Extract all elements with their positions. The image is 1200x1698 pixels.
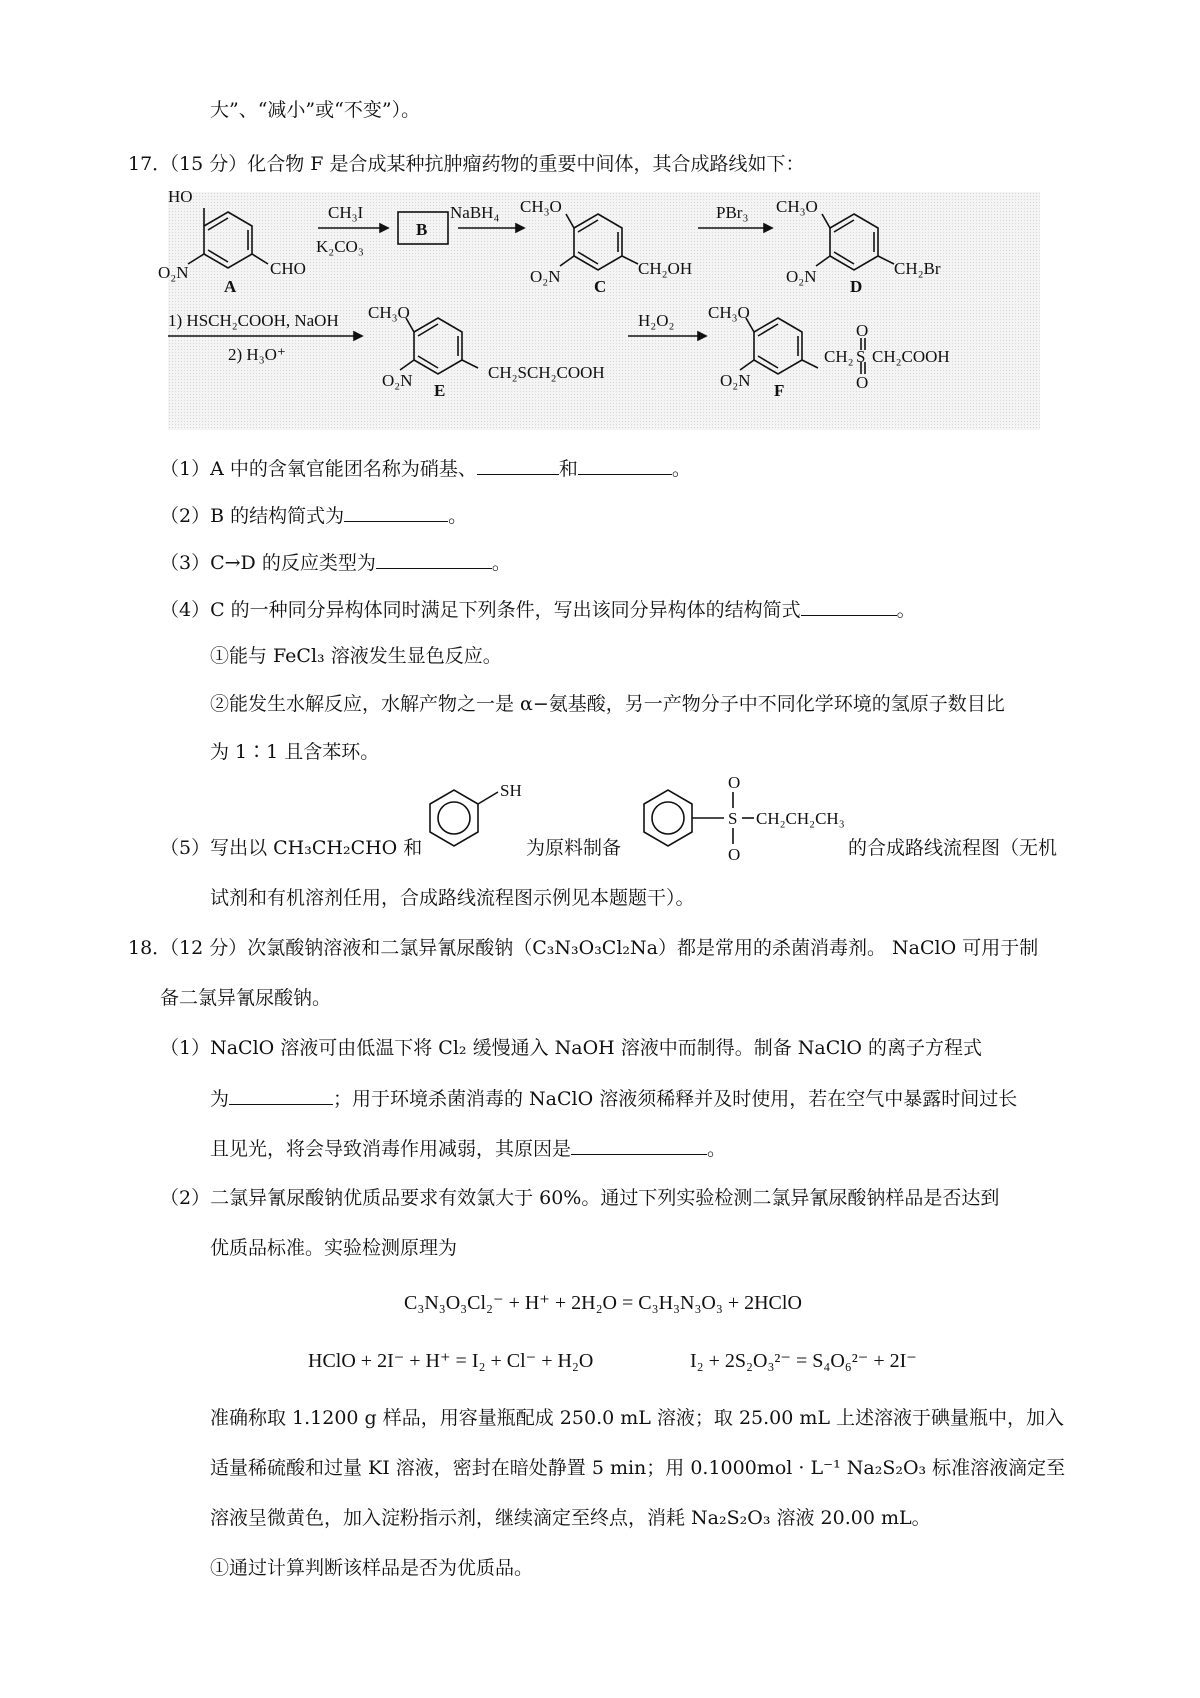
answer-blank-3[interactable]	[376, 550, 492, 569]
equation-3: I₂ + 2S₂O₃²⁻ = S₄O₆²⁻ + 2I⁻	[690, 1350, 917, 1372]
q17-part4	[160, 597, 916, 622]
q18-part2-d: 适量稀硫酸和过量 KI 溶液，密封在暗处静置 5 min；用 0.1000mol · L⁻¹ Na₂S₂O₃ 标准溶液滴定至	[210, 1457, 1066, 1479]
d-ch3o: CH₃O	[776, 197, 818, 216]
answer-blank-4[interactable]	[801, 597, 897, 616]
q17-intro: （15 分）化合物 F 是合成某种抗肿瘤药物的重要中间体，其合成路线如下：	[160, 153, 805, 175]
q17-part3-text: （3）C→D 的反应类型为	[160, 552, 376, 574]
sulfone-o-top: O	[728, 773, 741, 792]
q17-condition-2a: ②能发生水解反应，水解产物之一是 α−氨基酸，另一产物分子中不同化学环境的氢原子数目比	[210, 693, 1005, 715]
q18-part1-b	[210, 1086, 1017, 1111]
step3-top: PBr₃	[716, 203, 749, 222]
q17-part3	[160, 550, 511, 575]
compound-a-structure	[188, 208, 268, 268]
answer-blank-2[interactable]	[344, 503, 448, 522]
q17-part3-end: 。	[491, 552, 511, 574]
a-ho: HO	[168, 187, 193, 206]
compound-e-structure	[400, 318, 478, 374]
part5-structures	[400, 770, 880, 874]
sulfone-o-bottom: O	[728, 845, 741, 864]
f-label: F	[774, 381, 785, 400]
d-sub: CH₂Br	[894, 259, 941, 278]
q17-part2-end: 。	[448, 505, 468, 527]
q17-number: 17．	[128, 153, 172, 175]
q18-part1-c	[210, 1136, 726, 1161]
f-o-top: O	[856, 321, 869, 340]
c-ch3o: CH₃O	[520, 197, 562, 216]
a-label: A	[224, 277, 237, 296]
q18-intro-b: 备二氯异氰尿酸钠。	[160, 987, 332, 1009]
q18-number: 18．	[128, 937, 172, 959]
c-o2n: O₂N	[530, 267, 561, 286]
step2-top: NaBH₄	[450, 203, 500, 222]
a-o2n: O₂N	[158, 263, 189, 282]
a-cho: CHO	[270, 259, 306, 278]
q17-part5-d: 试剂和有机溶剂任用，合成路线流程图示例见本题题干）。	[210, 887, 695, 909]
q18-part2-f: ①通过计算判断该样品是否为优质品。	[210, 1557, 534, 1579]
thiophenol-structure	[430, 790, 498, 846]
q18-part2-b: 优质品标准。实验检测原理为	[210, 1237, 458, 1259]
q17-part5-a: （5）写出以 CH₃CH₂CHO 和	[160, 837, 423, 859]
c-sub: CH₂OH	[638, 259, 693, 278]
q17-condition-2b: 为 1∶1 且含苯环。	[210, 741, 380, 763]
q18-intro-a: （12 分）次氯酸钠溶液和二氯异氰尿酸钠（C₃N₃O₃Cl₂Na）都是常用的杀菌消毒剂。 NaClO 可用于制	[160, 937, 1039, 959]
e-sub: CH₂SCH₂COOH	[488, 363, 605, 382]
f-sub-right: CH₂COOH	[872, 347, 950, 366]
f-s: S	[856, 347, 866, 366]
e-ch3o: CH₃O	[368, 303, 410, 322]
answer-blank-1a[interactable]	[477, 456, 559, 475]
b-box-label: B	[416, 220, 428, 239]
sh-label: SH	[500, 781, 522, 800]
answer-blank-1b[interactable]	[578, 456, 672, 475]
sulfone-chain: CH₂CH₂CH₃	[756, 809, 845, 828]
q18-part1-a: （1）NaClO 溶液可由低温下将 Cl₂ 缓慢通入 NaOH 溶液中而制得。制备 NaClO 的离子方程式	[160, 1037, 982, 1059]
q17-part1-and: 和	[558, 458, 578, 480]
q17-part5-c: 的合成路线流程图（无机	[848, 837, 1058, 859]
sulfone-s: S	[728, 809, 738, 828]
q17-part4-end: 。	[896, 599, 916, 621]
equation-2: HClO + 2I⁻ + H⁺ = I₂ + Cl⁻ + H₂O	[308, 1350, 594, 1372]
q18-part1-b-pre: 为	[210, 1088, 230, 1110]
q17-part2	[160, 503, 467, 528]
e-label: E	[434, 381, 446, 400]
propyl-phenyl-sulfone-structure	[644, 790, 754, 846]
q18-part2-a: （2）二氯异氰尿酸钠优质品要求有效氯大于 60%。通过下列实验检测二氯异氰尿酸钠样品是否达到	[160, 1187, 1000, 1209]
f-o-bottom: O	[856, 373, 869, 392]
answer-blank-reason[interactable]	[571, 1136, 707, 1155]
answer-blank-ionic-equation[interactable]	[229, 1086, 333, 1105]
d-label: D	[850, 277, 863, 296]
step4-top: 1) HSCH₂COOH, NaOH	[168, 311, 339, 330]
e-o2n: O₂N	[382, 371, 413, 390]
step1-bottom: K₂CO₃	[316, 237, 364, 256]
compound-c-structure	[560, 214, 638, 270]
f-sub-left: CH₂	[824, 347, 854, 366]
f-ch3o: CH₃O	[708, 303, 750, 322]
q18-part2-c: 准确称取 1.1200 g 样品，用容量瓶配成 250.0 mL 溶液；取 25.00 mL 上述溶液于碘量瓶中，加入	[210, 1407, 1065, 1429]
q17-part4-text: （4）C 的一种同分异构体同时满足下列条件，写出该同分异构体的结构简式	[160, 599, 801, 621]
compound-d-structure	[816, 214, 894, 270]
q18-part2-e: 溶液呈微黄色，加入淀粉指示剂，继续滴定至终点，消耗 Na₂S₂O₃ 溶液 20.00 mL。	[210, 1507, 931, 1529]
c-label: C	[594, 277, 607, 296]
f-o2n: O₂N	[720, 371, 751, 390]
q17-part1-text: （1）A 中的含氧官能团名称为硝基、	[160, 458, 477, 480]
step1-top: CH₃I	[328, 203, 364, 222]
d-o2n: O₂N	[786, 267, 817, 286]
synthesis-route-diagram	[158, 187, 1040, 430]
q17-condition-1: ①能与 FeCl₃ 溶液发生显色反应。	[210, 645, 502, 667]
continuation-text: 大”、“减小”或“不变”）。	[210, 99, 421, 121]
q17-part1	[160, 456, 691, 481]
step5-top: H₂O₂	[638, 311, 675, 330]
q17-part5-b: 为原料制备	[526, 837, 622, 859]
q17-part2-text: （2）B 的结构简式为	[160, 505, 345, 527]
q18-part1-c-pre: 且见光，将会导致消毒作用减弱，其原因是	[210, 1138, 572, 1160]
equation-1: C₃N₃O₃Cl₂⁻ + H⁺ + 2H₂O = C₃H₃N₃O₃ + 2HClO	[404, 1292, 802, 1314]
q18-part1-c-end: 。	[707, 1138, 727, 1160]
q18-part1-b-post: ；用于环境杀菌消毒的 NaClO 溶液须稀释并及时使用，若在空气中暴露时间过长	[333, 1088, 1018, 1110]
q17-part1-end: 。	[671, 458, 691, 480]
step4-bottom: 2) H₃O⁺	[228, 345, 286, 364]
